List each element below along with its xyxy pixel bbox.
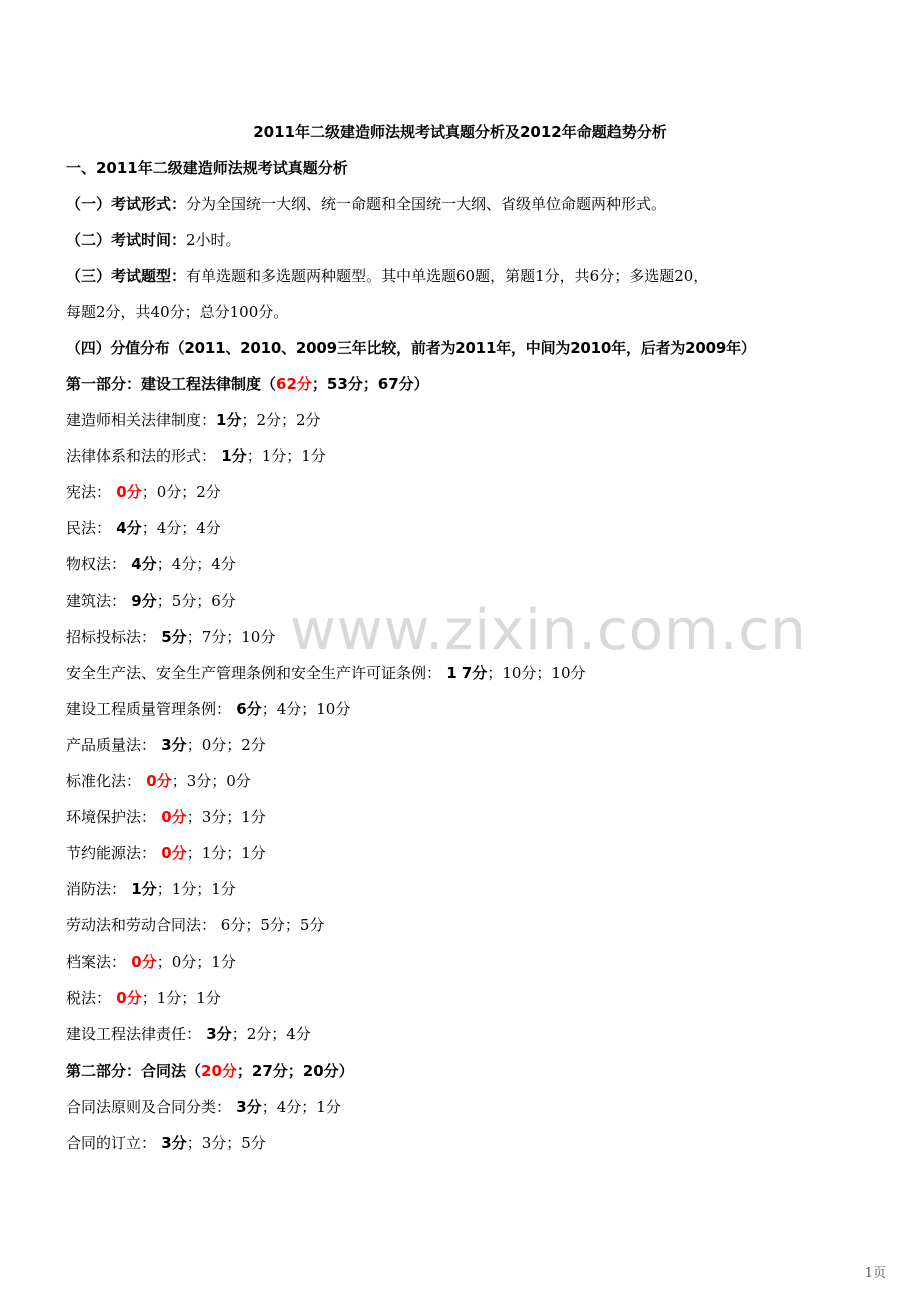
score-2011: 0分: [156, 808, 187, 827]
document-title: 2011年二级建造师法规考试真题分析及2012年命题趋势分析: [253, 123, 667, 141]
score-item: [66, 627, 275, 647]
score-item: [66, 915, 324, 935]
exam-type-line: [66, 266, 708, 286]
score-item: [66, 807, 266, 827]
score-rest: ；2分；2分: [241, 411, 321, 429]
score-item: [66, 735, 266, 755]
score-rest: 6分；5分；5分: [216, 916, 325, 935]
score-item-name: 建造师相关法律制度：: [66, 411, 217, 429]
score-2011: 3分: [156, 735, 187, 754]
score-rest: ；10分；10分: [487, 663, 586, 682]
exam-type-label: （三）考试题型：: [66, 267, 187, 285]
score-item: [66, 591, 236, 611]
score-2011: 0分: [156, 844, 187, 863]
score-item-name: 产品质量法：: [66, 735, 157, 754]
score-item: [66, 843, 266, 863]
score-2011: 0分: [126, 952, 157, 971]
score-rest: ；1分；1分: [186, 844, 266, 863]
score-item-name: 合同法原则及合同分类：: [66, 1098, 232, 1116]
part2-heading: [66, 1061, 354, 1081]
part2-scores-rest: ；27分；20分）: [236, 1062, 354, 1080]
score-2011: 3分: [231, 1098, 262, 1116]
score-item-name: 节约能源法：: [66, 844, 157, 863]
score-item: [66, 771, 251, 791]
score-item-name: 建设工程法律责任：: [66, 1024, 202, 1043]
part2-score-2011: 20分: [201, 1062, 237, 1080]
part1-label: 第一部分：建设工程法律制度（: [66, 375, 277, 393]
distribution-heading: （四）分值分布（2011、2010、2009三年比较，前者为2011年，中间为2010年，后者为2009年）: [66, 339, 756, 357]
score-rest: ；0分；1分: [156, 952, 236, 971]
score-rest: ；1分；1分: [156, 880, 236, 899]
score-2011: 3分: [201, 1024, 232, 1043]
score-rest: ；3分；5分: [186, 1134, 266, 1153]
score-rest: ；2分；4分: [231, 1024, 311, 1043]
score-rest: ；3分；0分: [171, 772, 251, 790]
score-item-name: 劳动法和劳动合同法：: [66, 916, 217, 935]
score-2011: 1 7分: [441, 663, 488, 682]
score-item: [66, 446, 326, 466]
score-2011: 4分: [111, 519, 142, 538]
score-2011: 6分: [231, 699, 262, 718]
exam-time-label: （二）考试时间：: [66, 231, 187, 249]
score-item: [66, 482, 221, 502]
score-item-name: 法律体系和法的形式：: [66, 447, 217, 466]
exam-form-text: 分为全国统一大纲、统一命题和全国统一大纲、省级单位命题两种形式。: [186, 195, 667, 213]
score-rest: ；0分；2分: [186, 735, 266, 754]
score-rest: ；4分；1分: [261, 1098, 341, 1116]
score-2011: 9分: [126, 591, 157, 610]
score-rest: ；4分；4分: [156, 555, 236, 574]
score-item: [66, 410, 321, 430]
score-rest: ；1分；1分: [246, 447, 326, 466]
score-item-name: 民法：: [66, 519, 112, 538]
score-item: [66, 554, 236, 574]
part2-label: 第二部分：合同法（: [66, 1062, 202, 1080]
score-item-name: 标准化法：: [66, 772, 142, 790]
score-item: [66, 518, 221, 538]
score-rest: ；0分；2分: [141, 483, 221, 502]
score-2011: 0分: [141, 772, 172, 790]
score-item-name: 招标投标法：: [66, 627, 157, 646]
page-number: 1页: [864, 1266, 886, 1281]
exam-form-line: [66, 194, 666, 214]
score-item-name: 环境保护法：: [66, 808, 157, 827]
score-item: [66, 952, 236, 972]
score-item-name: 宪法：: [66, 483, 112, 502]
score-item: [66, 1097, 341, 1117]
score-item-name: 安全生产法、安全生产管理条例和安全生产许可证条例：: [66, 663, 442, 682]
score-item-name: 消防法：: [66, 880, 127, 899]
score-item-name: 档案法：: [66, 952, 127, 971]
part1-scores-rest: ；53分；67分）: [311, 375, 429, 393]
score-2011: 1分: [216, 411, 242, 429]
score-item: [66, 699, 350, 719]
score-item: [66, 663, 586, 683]
score-rest: ；7分；10分: [186, 627, 276, 646]
watermark: www.zixin.com.cn: [290, 598, 807, 663]
score-2011: 0分: [111, 988, 142, 1007]
part1-heading: [66, 374, 429, 394]
exam-type-line-2: 每题2分，共40分；总分100分。: [66, 303, 289, 321]
score-2011: 5分: [156, 627, 187, 646]
score-2011: 1分: [126, 880, 157, 899]
score-rest: ；3分；1分: [186, 808, 266, 827]
score-item-name: 物权法：: [66, 555, 127, 574]
score-2011: 3分: [156, 1134, 187, 1153]
exam-time-line: [66, 230, 241, 250]
section-heading: 一、2011年二级建造师法规考试真题分析: [66, 159, 348, 177]
score-2011: 1分: [216, 447, 247, 466]
score-item: [66, 1133, 266, 1153]
part1-score-2011: 62分: [276, 375, 312, 393]
score-2011: 4分: [126, 555, 157, 574]
score-item-name: 税法：: [66, 988, 112, 1007]
exam-type-text: 有单选题和多选题两种题型。其中单选题60题，第题1分，共6分；多选题20，: [186, 267, 709, 285]
score-item: [66, 988, 221, 1008]
exam-form-label: （一）考试形式：: [66, 195, 187, 213]
score-rest: ；5分；6分: [156, 591, 236, 610]
score-item: [66, 1024, 311, 1044]
score-rest: ；1分；1分: [141, 988, 221, 1007]
score-item-name: 建筑法：: [66, 591, 127, 610]
score-2011: 0分: [111, 483, 142, 502]
score-rest: ；4分；4分: [141, 519, 221, 538]
score-item: [66, 879, 236, 899]
exam-time-text: 2小时。: [186, 231, 241, 249]
score-item-name: 合同的订立：: [66, 1134, 157, 1153]
score-item-name: 建设工程质量管理条例：: [66, 699, 232, 718]
score-rest: ；4分；10分: [261, 699, 351, 718]
